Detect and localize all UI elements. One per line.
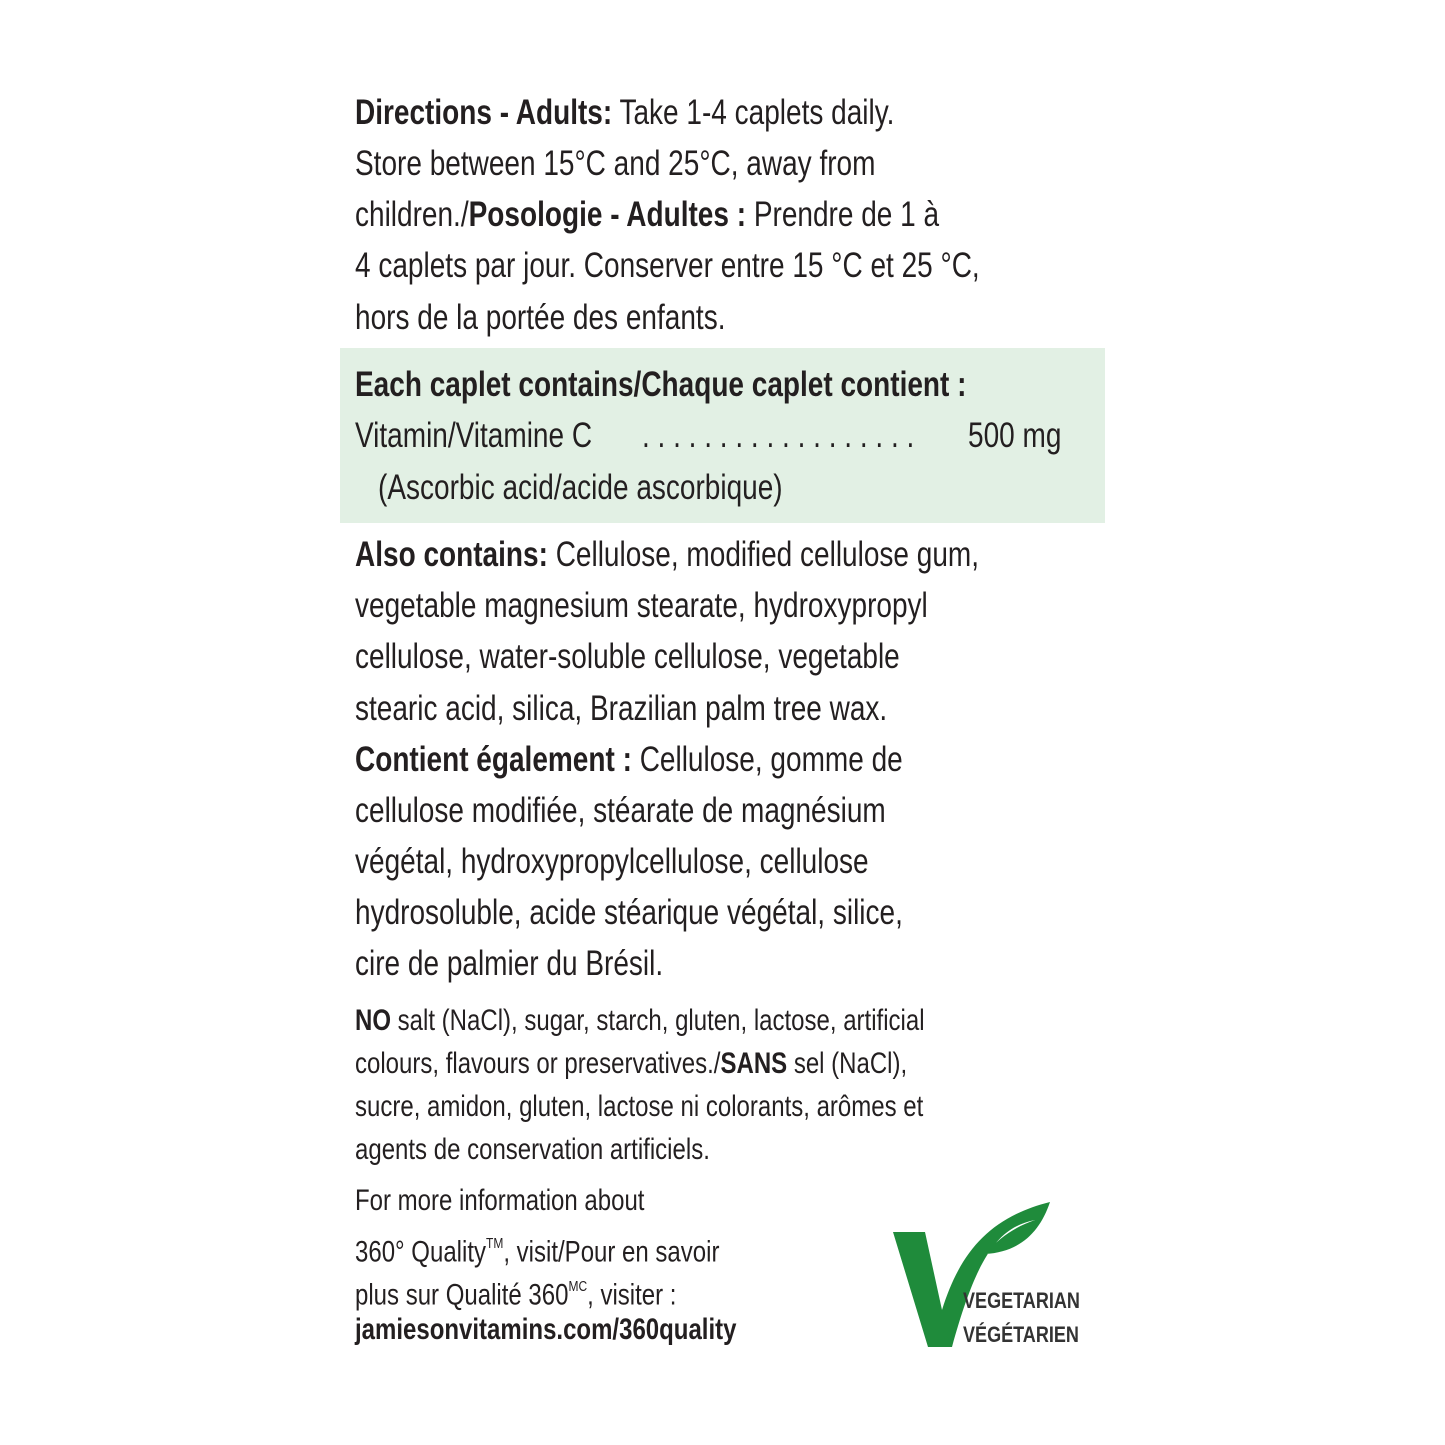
free-from-text: salt (NaCl), sugar, starch, gluten, lactose, artificial xyxy=(391,1004,925,1037)
free-from-line-2 xyxy=(355,1046,907,1082)
composition-heading xyxy=(355,365,966,405)
also-contains-line-3: cellulose, water-soluble cellulose, vegetable xyxy=(355,637,900,676)
also-contains-line-2: vegetable magnesium stearate, hydroxypropyl xyxy=(355,586,928,625)
directions-line-1 xyxy=(355,93,894,133)
composition-heading-text: Each caplet contains/Chaque caplet contient : xyxy=(355,365,967,404)
directions-text: Prendre de 1 à xyxy=(746,195,940,234)
free-from-line-4: agents de conservation artificiels. xyxy=(355,1133,710,1166)
trademark-fr: MC xyxy=(568,1278,588,1295)
also-contains-line-4: stearic acid, silica, Brazilian palm tree wax. xyxy=(355,689,888,728)
contient-line-4: hydrosoluble, acide stéarique végétal, silice, xyxy=(355,893,903,932)
info-text: , visiter : xyxy=(587,1278,677,1312)
contient-label: Contient également : xyxy=(355,740,632,779)
info-line-2 xyxy=(355,1226,719,1271)
directions-line-3 xyxy=(355,195,939,235)
leader-dots: . . . . . . . . . . . . . . . . . . xyxy=(642,416,915,455)
directions-line-5: hors de la portée des enfants. xyxy=(355,298,726,337)
directions-text: children./ xyxy=(355,195,469,234)
directions-line-2: Store between 15°C and 25°C, away from xyxy=(355,144,876,183)
free-from-text: colours, flavours or preservatives./ xyxy=(355,1047,721,1080)
vegetarian-label: VEGETARIAN xyxy=(963,1288,1080,1313)
vegetarien-label: VÉGÉTARIEN xyxy=(963,1322,1079,1347)
also-contains-text: Cellulose, modified cellulose gum, xyxy=(547,535,980,574)
info-url[interactable] xyxy=(355,1312,736,1348)
directions-line-4: 4 caplets par jour. Conserver entre 15 °C et 25 °C, xyxy=(355,246,980,285)
posologie-label: Posologie - Adultes : xyxy=(468,195,747,234)
info-text: plus sur Qualité 360 xyxy=(355,1278,569,1312)
ingredient-name: Vitamin/Vitamine C xyxy=(355,416,593,455)
also-contains-line-1 xyxy=(355,535,979,575)
directions-label: Directions - Adults: xyxy=(355,93,613,132)
free-from-line-1 xyxy=(355,1003,925,1039)
contient-text: Cellulose, gomme de xyxy=(631,740,903,779)
also-contains-label: Also contains: xyxy=(355,535,548,574)
contient-line-1 xyxy=(355,740,903,780)
info-line-3 xyxy=(355,1269,676,1314)
info-text: , visit/Pour en savoir xyxy=(503,1235,720,1269)
sans-label: SANS xyxy=(720,1047,788,1080)
no-label: NO xyxy=(355,1004,391,1037)
trademark: TM xyxy=(486,1235,504,1252)
contient-line-5: cire de palmier du Brésil. xyxy=(355,944,664,983)
free-from-text: sel (NaCl), xyxy=(787,1047,908,1080)
contient-line-2: cellulose modifiée, stéarate de magnésium xyxy=(355,791,886,830)
ingredient-source: (Ascorbic acid/acide ascorbique) xyxy=(378,468,783,507)
directions-text: Take 1-4 caplets daily. xyxy=(612,93,895,132)
url-link[interactable]: jamiesonvitamins.com/360quality xyxy=(355,1313,737,1346)
ingredient-amount: 500 mg xyxy=(968,416,1062,455)
contient-line-3: végétal, hydroxypropylcellulose, cellulose xyxy=(355,842,869,881)
free-from-line-3: sucre, amidon, gluten, lactose ni colorants, arômes et xyxy=(355,1090,924,1123)
info-line-1: For more information about xyxy=(355,1184,645,1217)
info-text: 360° Quality xyxy=(355,1235,487,1269)
